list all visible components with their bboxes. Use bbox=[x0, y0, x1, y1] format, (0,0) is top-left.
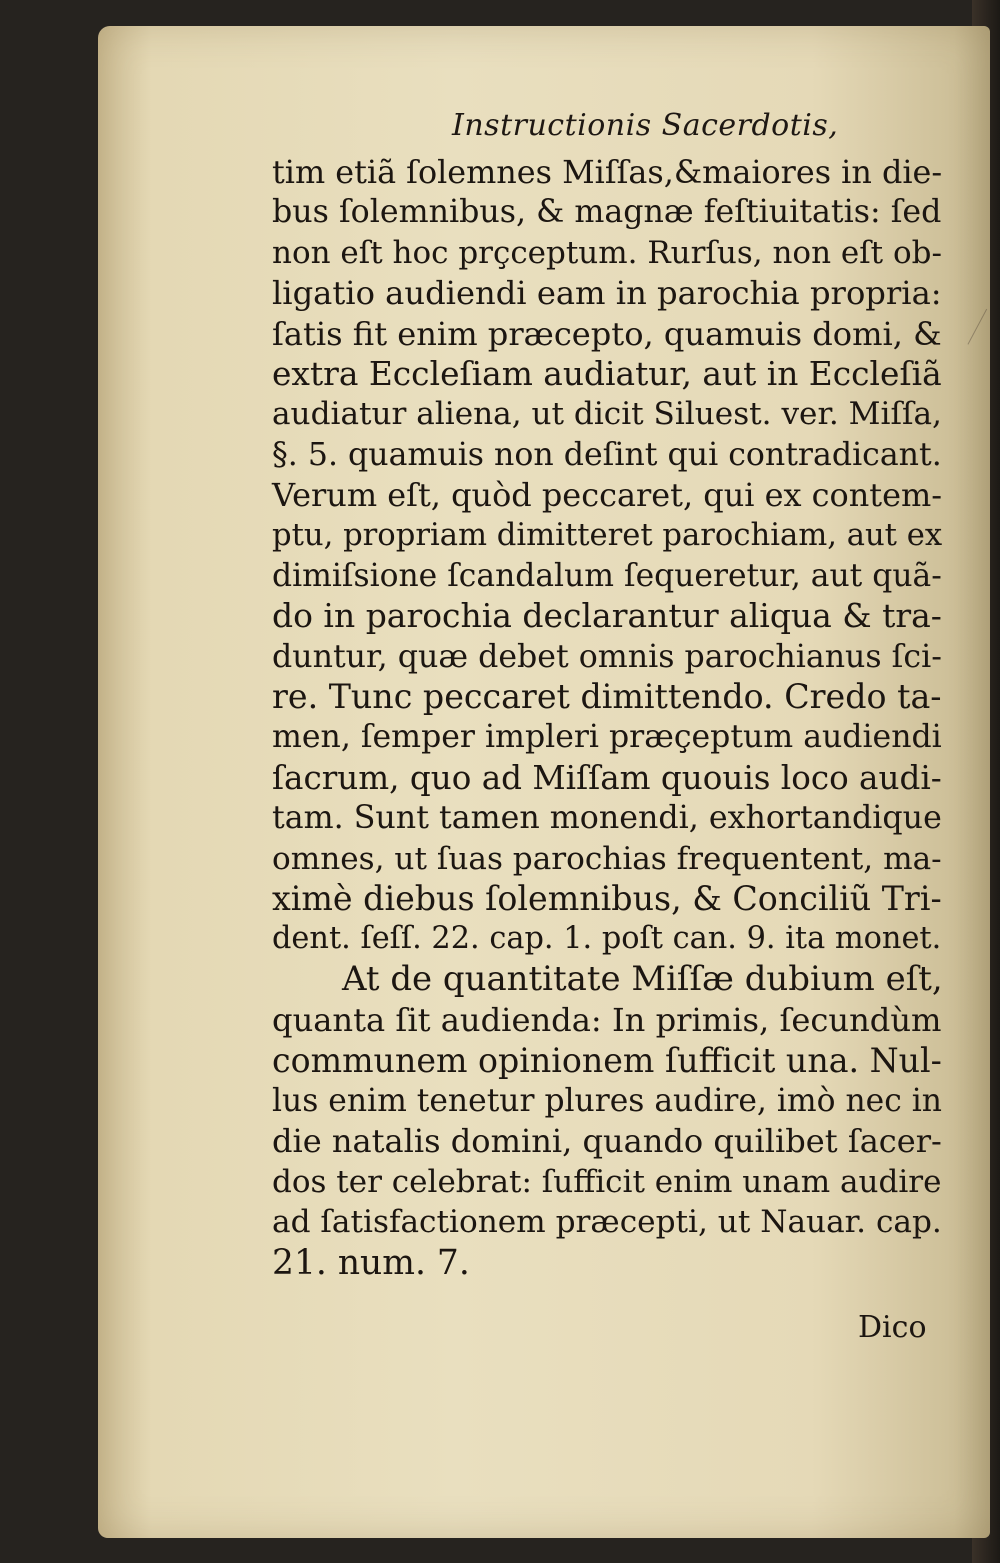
text-line: communem opinionem ſufficit una. Nul- bbox=[272, 1040, 942, 1080]
text-line: bus ſolemnibus, & magnæ feſtiuitatis: ſed bbox=[272, 194, 942, 231]
text-line: At de quantitate Miſſæ dubium eſt, bbox=[342, 959, 943, 999]
text-line: re. Tunc peccaret dimittendo. Credo ta- bbox=[272, 677, 942, 717]
text-line: quanta ſit audienda: In primis, ſecundùm bbox=[272, 1001, 942, 1040]
text-line: ptu, propriam dimitteret parochiam, aut ex bbox=[272, 517, 943, 553]
text-line: ximè diebus ſolemnibus, & Conciliũ Tri- bbox=[272, 879, 942, 919]
running-header: Instructionis Sacerdotis, bbox=[452, 108, 839, 143]
text-line: men, ſemper impleri præçeptum audiendi bbox=[272, 719, 942, 756]
text-line: §. 5. quamuis non deſint qui contradicant. bbox=[272, 436, 942, 473]
text-line: omnes, ut ſuas parochias frequentent, ma- bbox=[272, 840, 942, 877]
text-line: die natalis domini, quando quilibet ſacer- bbox=[272, 1122, 942, 1161]
text-line: ſacrum, quo ad Miſſam quouis loco audi- bbox=[272, 758, 942, 797]
text-line: 21. num. 7. bbox=[272, 1242, 470, 1283]
text-line: ligatio audiendi eam in parochia propria: bbox=[272, 274, 942, 313]
text-line: Verum eſt, quòd peccaret, qui ex contem- bbox=[272, 476, 943, 515]
text-line: ad ſatisfactionem præcepti, ut Nauar. cap. bbox=[272, 1204, 942, 1241]
text-line: tim etiã ſolemnes Miſſas,&maiores in die- bbox=[272, 153, 943, 191]
catchword: Dico bbox=[858, 1310, 927, 1345]
text-line: ſatis fit enim præcepto, quamuis domi, & bbox=[272, 314, 942, 353]
text-line: dimiſsione ſcandalum ſequeretur, aut quã- bbox=[272, 557, 942, 594]
text-line: dos ter celebrat: ſufficit enim unam audire bbox=[272, 1163, 942, 1200]
text-line: lus enim tenetur plures audire, imò nec in bbox=[272, 1082, 942, 1119]
text-line: extra Eccleſiam audiatur, aut in Eccleſiã bbox=[272, 354, 942, 393]
text-line: non eſt hoc prçceptum. Rurſus, non eſt ob- bbox=[272, 234, 942, 271]
text-line: duntur, quæ debet omnis parochianus ſci- bbox=[272, 638, 942, 675]
text-line: do in parochia declarantur aliqua & tra- bbox=[272, 596, 942, 636]
body-text bbox=[272, 152, 942, 1283]
text-line: dent. ſeſſ. 22. cap. 1. poſt can. 9. ita monet. bbox=[272, 921, 942, 957]
text-line: tam. Sunt tamen monendi, exhortandique bbox=[272, 800, 942, 837]
text-line: audiatur aliena, ut dicit Siluest. ver. Miſſa, bbox=[272, 396, 942, 433]
